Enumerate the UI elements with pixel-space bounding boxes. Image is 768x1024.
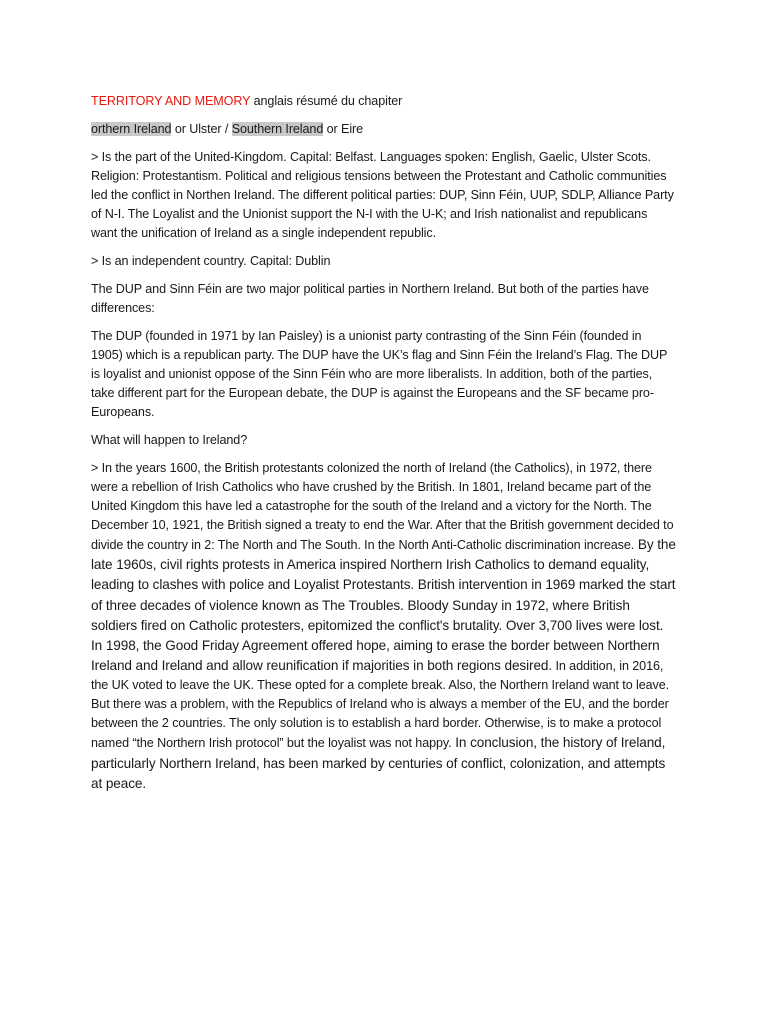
history-part-2: By the late 1960s, civil rights protests in America inspired Northern Irish Catholics to demand equality, leading to clashes with police and Loyalist Protestants. British intervention in 1969 marked the start of three decades of violence known as The Troubles. Bloody Sunday in 1972, where British soldiers fired on Catholic protesters, epitomized the conflict's brutality. Over 3,700 lives were lost. In 1998, the Good Friday Agreement offered hope, aiming to erase the border between Northern Ireland and Ireland and allow reunification if majorities in both regions desired. (91, 537, 676, 674)
paragraph-parties-comparison: The DUP (founded in 1971 by Ian Paisley) is a unionist party contrasting of the Sinn Féin (founded in 1905) which is a republican party. The DUP have the UK’s flag and Sinn Féin the Ireland’s Flag. The DUP is loyalist and unionist oppose of the Sinn Féin who are more liberalists. In addition, both of the parties, take different part for the European debate, the DUP is against the Europeans and the SF became pro-Europeans. (91, 329, 668, 419)
northern-ireland-label: orthern Ireland (91, 122, 172, 136)
paragraph-history (91, 459, 676, 794)
regions-separator-1: or Ulster / (171, 122, 232, 136)
paragraph-question: What will happen to Ireland? (91, 433, 248, 447)
paragraph-northern-ireland: > Is the part of the United-Kingdom. Capital: Belfast. Languages spoken: English, Gaelic, Ulster Scots. Religion: Protestantism. Political and religious tensions between the Protestant and Catholic communities led the conflict in Northen Ireland. The different political parties: DUP, Sinn Féin, UUP, SDLP, Alliance Party of N-I. The Loyalist and the Unionist support the N-I with the U-K; and Irish nationalist and republicans want the unification of Ireland as a single independent republic. (91, 150, 674, 240)
paragraph-parties-intro: The DUP and Sinn Féin are two major political parties in Northern Ireland. But both of the parties have differences: (91, 282, 649, 315)
southern-ireland-label: Southern Ireland (231, 122, 324, 136)
paragraph-southern-ireland: > Is an independent country. Capital: Dublin (91, 254, 331, 268)
history-part-1: > In the years 1600, the British protestants colonized the north of Ireland (the Catholics), in 1972, there were a rebellion of Irish Catholics who have crushed by the British. In 1801, Ireland became part of the United Kingdom this have led a catastrophe for the south of the Ireland and a victory for the North. The December 10, 1921, the British signed a treaty to end the War. After that the British government decided to divide the country in 2: The North and The South. In the North Anti-Catholic discrimination increase. (91, 461, 674, 552)
history-part-3: In addition, in 2016, the UK voted to leave the UK. These opted for a complete break. Also, the Northern Ireland want to leave. But there was a problem, with the Republics of Ireland who is always a member of the EU, and the border between the 2 countries. The only solution is to establish a hard border. Otherwise, is to make a protocol named “the Northern Irish protocol” but the loyalist was not happy. (91, 659, 670, 751)
regions-separator-2: or Eire (323, 122, 364, 136)
document-title (91, 92, 676, 111)
title-highlight: TERRITORY AND MEMORY (91, 94, 251, 108)
regions-line (91, 120, 676, 139)
document-page (91, 92, 676, 803)
history-conclusion: In conclusion, the history of Ireland, particularly Northern Ireland, has been marked by centuries of conflict, colonization, and attempts at peace. (91, 735, 666, 791)
title-rest: anglais résumé du chapiter (250, 94, 403, 108)
